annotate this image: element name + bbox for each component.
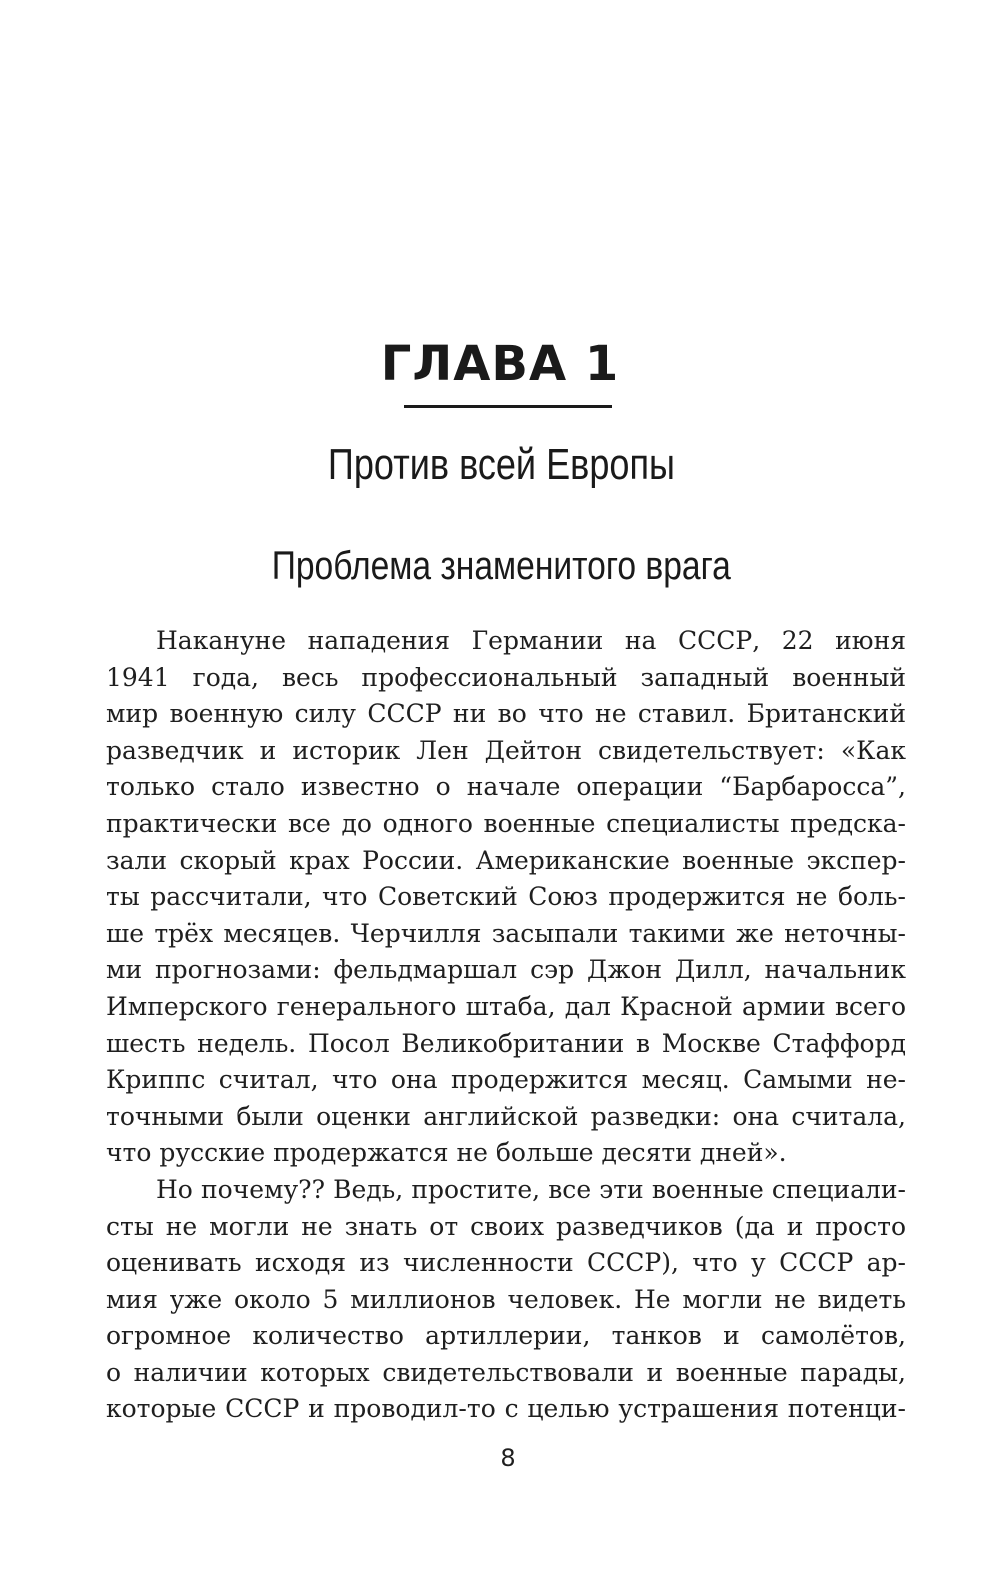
text-line: огромное количество артиллерии, танков и самолётов, [106,1321,906,1351]
text-line: 1941 года, весь профессиональный западный военный [106,662,906,692]
text-line: только стало известно о начале операции “Барбаросса”, [106,772,906,802]
text-line: мия уже около 5 миллионов человек. Не могли не видеть [106,1284,906,1314]
body-text [106,623,906,1428]
text-line: которые СССР и проводил-то с целью устрашения потенци- [106,1394,906,1424]
text-line: разведчик и историк Лен Дейтон свидетельствует: «Как [106,735,906,765]
text-line: Криппс считал, что она продержится месяц. Самыми не- [106,1065,906,1095]
text-line: ше трёх месяцев. Черчилля засыпали такими же неточны- [106,918,906,948]
text-line: Накануне нападения Германии на СССР, 22 июня [156,626,906,655]
text-line: точными были оценки английской разведки: она считала, [106,1101,906,1131]
page-number: 8 [500,1444,516,1472]
paragraph-1 [106,623,906,1172]
text-line: практически все до одного военные специалисты предска- [106,808,906,838]
text-line: мир военную силу СССР ни во что не ставил. Британский [106,699,906,729]
text-line: Но почему?? Ведь, простите, все эти военные специали- [156,1174,906,1204]
text-line: шесть недель. Посол Великобритании в Москве Стаффорд [106,1028,906,1058]
chapter-title: Против всей Европы [327,440,675,489]
section-title: Проблема знаменитого врага [271,544,731,588]
text-line: о наличии которых свидетельствовали и военные парады, [106,1357,906,1387]
text-line: сты не могли не знать от своих разведчиков (да и просто [106,1211,906,1241]
chapter-divider [404,405,612,408]
text-line: что русские продержатся не больше десяти дней». [106,1138,787,1168]
chapter-label: ГЛАВА 1 [380,336,620,392]
paragraph-2 [106,1172,906,1428]
text-line: Имперского генерального штаба, дал Красной армии всего [106,991,906,1021]
text-line: зали скорый крах России. Американские военные экспер- [106,845,906,875]
text-line: ми прогнозами: фельдмаршал сэр Джон Дилл, начальник [106,955,906,985]
text-line: ты рассчитали, что Советский Союз продержится не боль- [106,882,906,912]
text-line: оценивать исходя из численности СССР), что у СССР ар- [106,1248,906,1278]
